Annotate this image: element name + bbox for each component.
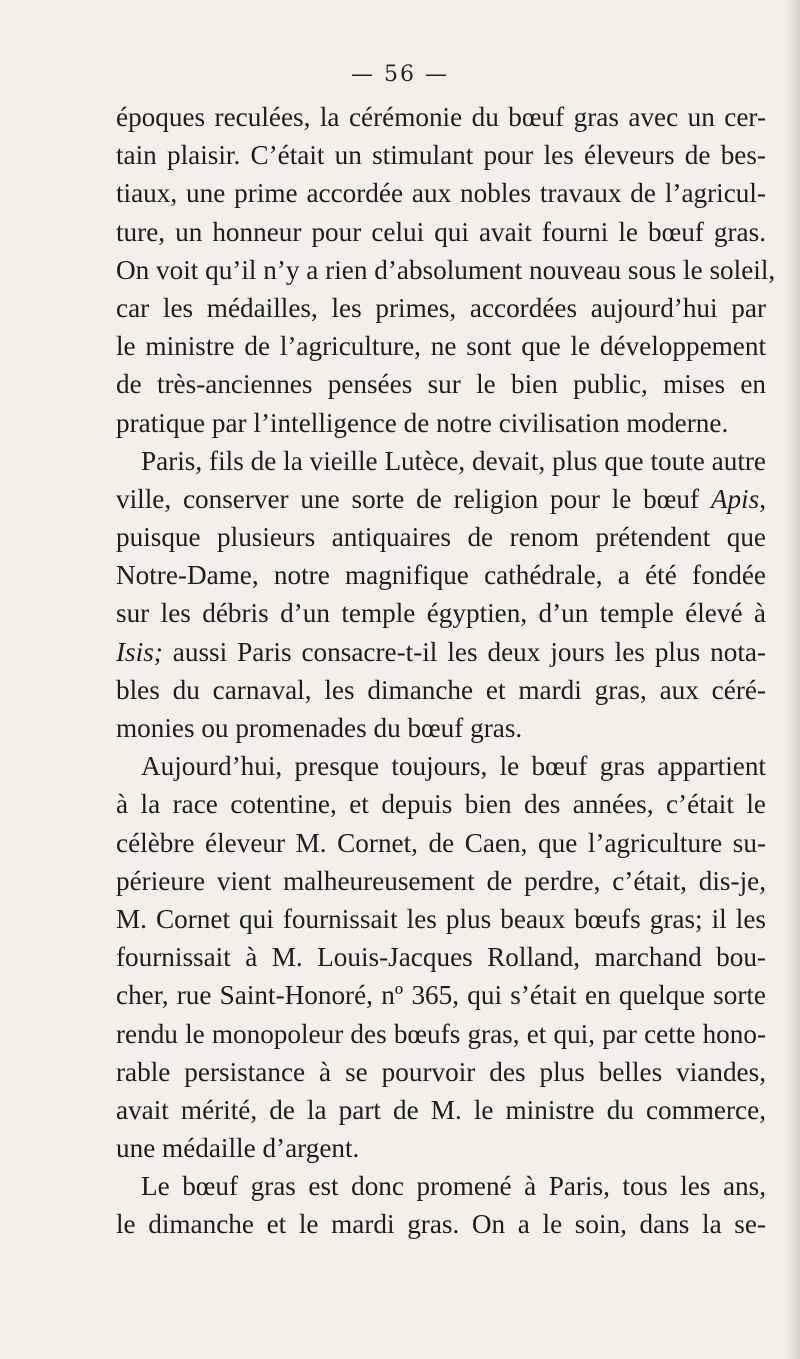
text-line: le ministre de l’agriculture, ne sont que le développement	[116, 331, 766, 362]
text-line: époques reculées, la cérémonie du bœuf gras avec un cer-	[116, 102, 766, 132]
text-line: rable persistance à se pourvoir des plus belles viandes,	[116, 1056, 766, 1087]
text-line: à la race cotentine, et depuis bien des années, c’était le	[116, 789, 766, 820]
text-segment: aussi Paris consacre-t-il les deux jours les plus nota-	[162, 636, 766, 667]
italic-word: Apis	[710, 483, 760, 514]
text-line: rendu le monopoleur des bœufs gras, et qui, par cette hono-	[116, 1018, 766, 1049]
text-line: célèbre éleveur M. Cornet, de Caen, que l’agriculture su-	[116, 827, 766, 858]
text-line: cher, rue Saint-Honoré, nº 365, qui s’était en quelque sorte	[116, 980, 766, 1011]
text-line: fournissait à M. Louis-Jacques Rolland, marchand bou-	[116, 942, 766, 973]
text-line	[116, 633, 766, 671]
text-line: Notre-Dame, notre magnifique cathédrale, a été fondée	[116, 560, 766, 591]
text-line: avait mérité, de la part de M. le ministre du commerce,	[116, 1094, 766, 1125]
text-line: Paris, fils de la vieille Lutèce, devait, plus que toute autre	[141, 445, 766, 476]
text-line: tain plaisir. C’était un stimulant pour les éleveurs de bes-	[116, 140, 766, 171]
text-line: On voit qu’il n’y a rien d’absolument nouveau sous le soleil,	[116, 254, 776, 285]
text-line: de très-anciennes pensées sur le bien public, mises en	[116, 369, 766, 400]
body-text	[116, 98, 776, 1244]
text-line: monies ou promenades du bœuf gras.	[116, 713, 523, 743]
page-edge-shadow	[786, 0, 800, 1359]
text-line: M. Cornet qui fournissait les plus beaux bœufs gras; il les	[116, 903, 766, 934]
text-line: une médaille d’argent.	[116, 1133, 360, 1164]
page-number: — 56 —	[351, 62, 449, 87]
italic-word: Isis;	[116, 636, 163, 667]
text-line: tiaux, une prime accordée aux nobles travaux de l’agricul-	[116, 178, 766, 209]
text-line: pratique par l’intelligence de notre civilisation moderne.	[116, 407, 729, 438]
text-segment: ,	[759, 483, 766, 514]
text-line: le dimanche et le mardi gras. On a le soin, dans la se-	[116, 1209, 766, 1240]
text-line: car les médailles, les primes, accordées aujourd’hui par	[116, 292, 766, 323]
text-line: puisque plusieurs antiquaires de renom prétendent que	[116, 522, 766, 553]
text-line: Aujourd’hui, presque toujours, le bœuf gras appartient	[141, 751, 766, 782]
text-line: bles du carnaval, les dimanche et mardi gras, aux céré-	[116, 674, 766, 705]
text-segment: ville, conserver une sorte de religion pour le bœuf	[116, 483, 711, 514]
text-line: Le bœuf gras est donc promené à Paris, tous les ans,	[141, 1171, 766, 1202]
text-line	[116, 480, 766, 518]
text-line: sur les débris d’un temple égyptien, d’un temple élevé à	[116, 598, 766, 629]
text-line: ture, un honneur pour celui qui avait fourni le bœuf gras.	[116, 216, 766, 247]
text-line: périeure vient malheureusement de perdre, c’était, dis-je,	[116, 865, 766, 896]
